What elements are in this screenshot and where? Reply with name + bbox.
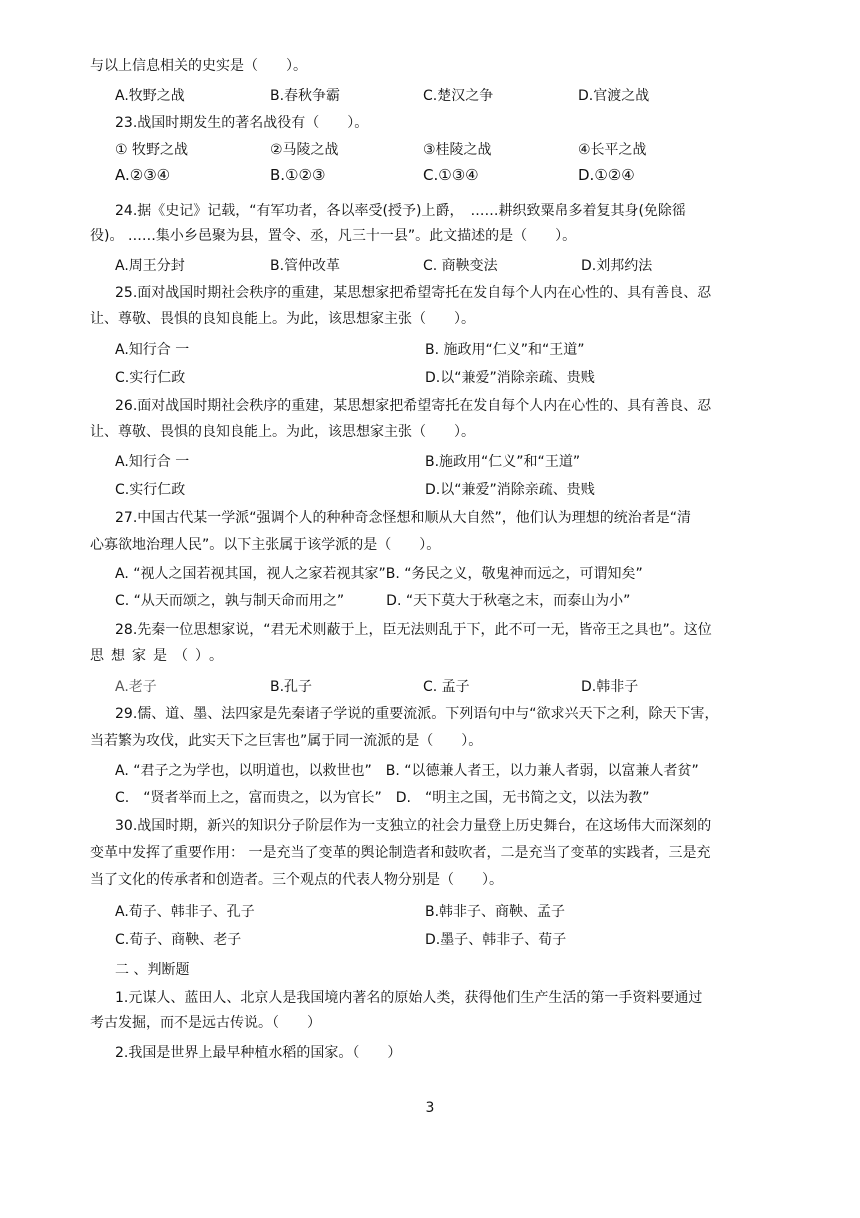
q26-option-c: C.实行仁政 [115, 482, 186, 498]
judgment-2: 2.我国是世界上最早种植水稻的国家。（ ） [115, 1045, 402, 1061]
q22-option-d: D.官渡之战 [578, 88, 650, 104]
q28-option-b: B.孔子 [270, 679, 313, 695]
q26-option-d: D.以“兼爱”消除亲疏、贵贱 [425, 482, 595, 498]
q30-stem-line1: 30.战国时期，新兴的知识分子阶层作为一支独立的社会力量登上历史舞台，在这场伟大而深刻的 [115, 818, 712, 834]
q23-item-1: ① 牧野之战 [115, 142, 189, 158]
q22-option-c: C.楚汉之争 [423, 88, 494, 104]
q28-stem-line1: 28.先秦一位思想家说，“君无术则蔽于上，臣无法则乱于下，此不可一无，皆帝王之具也”。这位 [115, 622, 712, 638]
page-number: 3 [425, 1100, 435, 1116]
q25-stem-line2: 让、尊敬、畏惧的良知良能上。为此，该思想家主张（ ）。 [90, 311, 475, 327]
q28-stem-line2: 思想家是（）。 [90, 648, 230, 664]
q26-stem-line2: 让、尊敬、畏惧的良知良能上。为此，该思想家主张（ ）。 [90, 424, 475, 440]
q30-option-d: D.墨子、韩非子、荀子 [425, 932, 567, 948]
q22-option-b: B.春秋争霸 [270, 88, 341, 104]
q23-item-3: ③桂陵之战 [423, 142, 492, 158]
q23-stem: 23.战国时期发生的著名战役有（ ）。 [115, 115, 369, 131]
q28-option-c: C. 孟子 [423, 679, 470, 695]
judgment-1-line1: 1.元谋人、蓝田人、北京人是我国境内著名的原始人类，获得他们生产生活的第一手资料要通过 [115, 990, 703, 1006]
q26-option-b: B.施政用“仁义”和“王道” [425, 454, 581, 470]
q24-option-d: D.刘邦约法 [581, 258, 653, 274]
q23-option-a: A.②③④ [115, 166, 171, 184]
q27-stem-line2: 心寡欲地治理人民”。以下主张属于该学派的是（ ）。 [90, 537, 441, 553]
q25-option-c: C.实行仁政 [115, 370, 186, 386]
q23-option-d: D.①②④ [578, 166, 635, 184]
q29-options-cd: C. “贤者举而上之，富而贵之，以为官长” D. “明主之国，无书简之文，以法为教” [115, 790, 650, 806]
q30-option-b: B.韩非子、商鞅、孟子 [425, 904, 566, 920]
q23-item-2: ②马陵之战 [270, 142, 339, 158]
section-heading-judgment: 二 、判断题 [115, 962, 190, 978]
q24-option-a: A.周王分封 [115, 258, 185, 274]
q29-stem-line2: 当若繁为攻伐，此实天下之巨害也”属于同一流派的是（ ）。 [90, 733, 483, 749]
q26-option-a: A.知行合 一 [115, 454, 190, 470]
q24-stem-line2: 役)。 ……集小乡邑聚为县，置令、丞，凡三十一县”。此文描述的是（ ）。 [90, 228, 577, 244]
q23-option-b: B.①②③ [270, 166, 326, 184]
q23-option-c: C.①③④ [423, 166, 479, 184]
q28-option-a: A.老子 [115, 679, 157, 695]
q25-stem-line1: 25.面对战国时期社会秩序的重建，某思想家把希望寄托在发自每个人内在心性的、具有善良、忍 [115, 285, 712, 301]
q27-options-ab: A. “视人之国若视其国，视人之家若视其家”B. “务民之义，敬鬼神而远之，可谓知矣” [115, 566, 643, 582]
q25-option-a: A.知行合 一 [115, 342, 190, 358]
q29-options-ab: A. “君子之为学也，以明道也，以救世也” B. “以德兼人者王，以力兼人者弱，以富兼人者贫” [115, 763, 699, 779]
q30-stem-line2: 变革中发挥了重要作用： 一是充当了变革的舆论制造者和鼓吹者，二是充当了变革的实践者，三是充 [90, 845, 711, 861]
q24-stem-line1: 24.据《史记》记载，“有军功者，各以率受(授予)上爵， ……耕织致粟帛多着复其身(免除徭 [115, 203, 686, 219]
q24-option-c: C. 商鞅变法 [423, 258, 498, 274]
q27-options-cd: C. “从天而颂之，孰与制天命而用之” D. “天下莫大于秋毫之末，而泰山为小” [115, 593, 631, 609]
q30-option-c: C.荀子、商鞅、老子 [115, 932, 242, 948]
q25-option-d: D.以“兼爱”消除亲疏、贵贱 [425, 370, 595, 386]
question-continuation: 与以上信息相关的史实是（ ）。 [90, 58, 307, 74]
q25-option-b: B. 施政用“仁义”和“王道” [425, 342, 585, 358]
q22-option-a: A.牧野之战 [115, 88, 185, 104]
q29-stem-line1: 29.儒、道、墨、法四家是先秦诸子学说的重要流派。下列语句中与“欲求兴天下之利，除天下害， [115, 706, 719, 722]
q27-stem-line1: 27.中国古代某一学派“强调个人的种种奇念怪想和顺从大自然”，他们认为理想的统治者是“清 [115, 510, 692, 526]
q23-item-4: ④长平之战 [578, 142, 647, 158]
q28-option-d: D.韩非子 [581, 679, 639, 695]
q26-stem-line1: 26.面对战国时期社会秩序的重建，某思想家把希望寄托在发自每个人内在心性的、具有善良、忍 [115, 398, 712, 414]
q30-stem-line3: 当了文化的传承者和创造者。三个观点的代表人物分别是（ ）。 [90, 872, 503, 888]
q30-option-a: A.荀子、韩非子、孔子 [115, 904, 255, 920]
q24-option-b: B.管仲改革 [270, 258, 341, 274]
judgment-1-line2: 考古发掘，而不是远古传说。（ ） [90, 1015, 321, 1031]
